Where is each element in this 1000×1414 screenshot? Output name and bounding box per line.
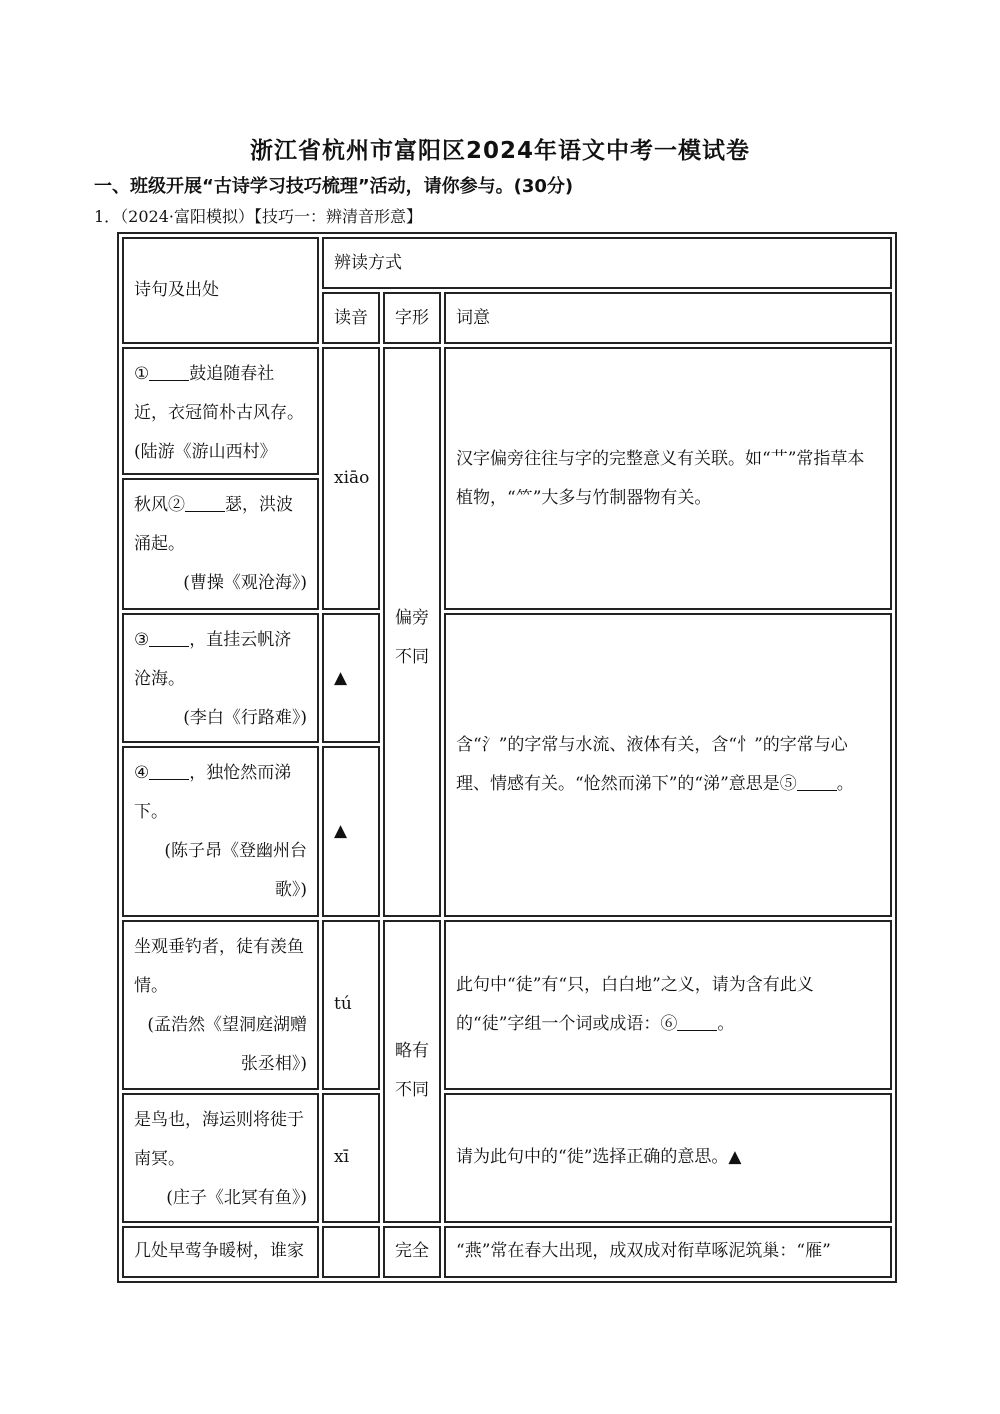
- poem-5-source: (孟浩然《望洞庭湖赠张丞相》): [147, 1014, 307, 1074]
- poem-1-prefix: ①: [134, 364, 150, 385]
- header-form: 字形: [383, 292, 441, 344]
- header-sound: 读音: [322, 292, 380, 344]
- poem-6-text: 是鸟也，海运则将徙于南冥。: [134, 1109, 304, 1169]
- poem-4-source: (陈子昂《登幽州台歌》): [164, 841, 307, 901]
- poem-3-prefix: ③: [134, 630, 150, 651]
- header-poem: 诗句及出处: [122, 237, 319, 344]
- form-cell-3: 完全: [383, 1226, 441, 1278]
- form-cell-1: [383, 347, 441, 917]
- poem-3-text: ，直挂云帆济沧海。: [134, 630, 292, 690]
- poem-4-prefix: ④: [134, 763, 150, 784]
- form-cell-2: 略有不同: [383, 920, 441, 1223]
- meaning-cell-5: “燕”常在春大出现，成双成对衔草啄泥筑巢：“雁”: [444, 1226, 892, 1278]
- poem-cell-6: [122, 1093, 319, 1223]
- sound-cell-5: tú: [322, 920, 380, 1090]
- header-method: 辨读方式: [322, 237, 892, 289]
- poem-5-text: 坐观垂钓者，徒有羡鱼情。: [134, 936, 304, 996]
- poem-2-prefix: 秋风②: [134, 495, 185, 516]
- poem-cell-3: [122, 613, 319, 743]
- meaning-cell-3: [444, 920, 892, 1090]
- poem-table: [117, 232, 897, 1283]
- poem-6-source: (庄子《北冥有鱼》): [166, 1187, 307, 1208]
- sound-cell-7: [322, 1226, 380, 1278]
- meaning-cell-2: [444, 613, 892, 916]
- form-1-text: 偏旁不同: [395, 608, 429, 668]
- exam-title: 浙江省杭州市富阳区2024年语文中考一模试卷: [249, 138, 750, 164]
- blank-2: [185, 494, 225, 512]
- blank-6: [677, 1013, 717, 1031]
- poem-cell-4: [122, 746, 319, 916]
- meaning-cell-4: 请为此句中的“徙”选择正确的意思。▲: [444, 1093, 892, 1223]
- header-meaning: 词意: [444, 292, 892, 344]
- poem-3-source: (李白《行路难》): [183, 708, 307, 729]
- meaning-3-text: 此句中“徒”有“只，白白地”之义，请为含有此义的“徒”字组一个词或成语：: [456, 974, 814, 1034]
- meaning-cell-1: 汉字偏旁往往与字的完整意义有关联。如“艹”常指草本植物，“⺮”大多与竹制器物有关。: [444, 347, 892, 610]
- poem-4-text: ，独怆然而涕下。: [134, 763, 292, 823]
- poem-2-source: (曹操《观沧海》): [183, 573, 307, 594]
- meaning-2-text: 含“氵”的字常与水流、液体有关，含“忄”的字常与心理、情感有关。“怆然而涕下”的“涕”意思是: [456, 734, 848, 794]
- meaning-2-mark: ⑤: [779, 773, 797, 794]
- blank-5: [797, 773, 837, 791]
- poem-cell-1: [122, 347, 319, 475]
- section-heading: 一、班级开展“古诗学习技巧梳理”活动，请你参与。(30分): [94, 176, 574, 197]
- poem-cell-7: 几处早莺争暖树，谁家: [122, 1226, 319, 1278]
- sound-cell-3: ▲: [322, 613, 380, 743]
- question-number: 1．（2024·富阳模拟）【技巧一：辨清音形意】: [94, 207, 422, 226]
- meaning-3-mark: ⑥: [660, 1013, 678, 1034]
- poem-cell-2: [122, 478, 319, 610]
- sound-cell-12: xiāo: [322, 347, 380, 610]
- blank-3: [149, 629, 189, 647]
- meaning-2-end: 。: [836, 773, 854, 794]
- poem-1-text: 鼓追随春社近，衣冠简朴古风存。: [134, 364, 304, 424]
- sound-cell-4: ▲: [322, 746, 380, 916]
- blank-1: [149, 363, 189, 381]
- poem-cell-5: [122, 920, 319, 1090]
- meaning-3-end: 。: [717, 1013, 735, 1034]
- poem-1-source: (陆游《游山西村》: [134, 442, 277, 463]
- poem-2-text: 瑟，洪波涌起。: [134, 495, 293, 555]
- blank-4: [149, 762, 189, 780]
- sound-cell-6: xī: [322, 1093, 380, 1223]
